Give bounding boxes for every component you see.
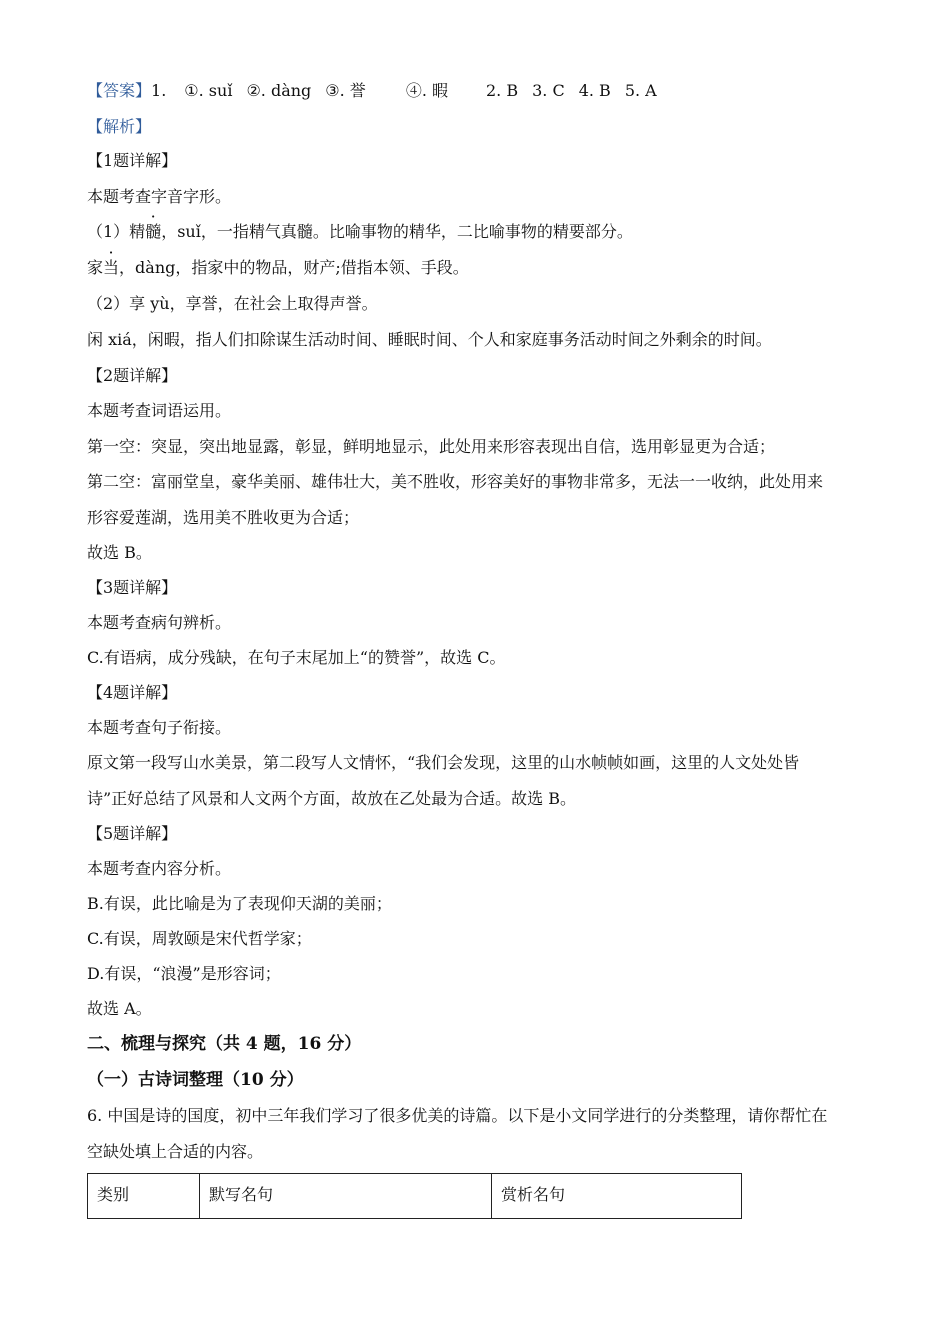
answer-q1-item-2: ②. dàng (246, 81, 312, 100)
q5-line-1: B.有误，此比喻是为了表现仰天湖的美丽； (87, 894, 392, 913)
answer-q3: 3. C (532, 81, 565, 100)
q5-line-2: C.有误，周敦颐是宋代哲学家； (87, 929, 312, 948)
q1-line-4: 闲 xiá，闲暇，指人们扣除谋生活动时间、睡眠时间、个人和家庭事务活动时间之外剩余的时间。 (87, 330, 772, 349)
q4-line-1b: 诗”正好总结了风景和人文两个方面，故放在乙处最为合适。故选 B。 (87, 789, 577, 808)
q1-line-2-dotted-char: 当 (103, 258, 120, 277)
q2-conclusion: 故选 B。 (87, 543, 152, 562)
q1-line-1-dotted-char: 髓 (145, 222, 162, 241)
q2-heading: 【2题详解】 (87, 366, 178, 385)
q6-line-b: 空缺处填上合适的内容。 (87, 1142, 264, 1161)
answer-q2: 2. B (486, 81, 519, 100)
answer-q1-item-4: ④. 暇 (405, 81, 448, 100)
q2-intro: 本题考查词语运用。 (87, 401, 232, 420)
section2-title: 二、梳理与探究（共 4 题，16 分） (87, 1034, 362, 1054)
q5-heading: 【5题详解】 (87, 824, 178, 843)
table-header-appreciation: 赏析名句 (492, 1174, 742, 1219)
q1-line-1-pre: （1）精 (87, 222, 146, 241)
q2-line-2a: 第二空：富丽堂皇，豪华美丽、雄伟壮大，美不胜收，形容美好的事物非常多，无法一一收纳，此处用来 (87, 472, 824, 491)
table-header-dictation: 默写名句 (200, 1174, 492, 1219)
answer-q5: 5. A (624, 81, 657, 100)
q2-line-1: 第一空：突显，突出地显露，彰显，鲜明地显示，此处用来形容表现出自信，选用彰显更为合适； (87, 437, 776, 456)
q5-line-3: D.有误，“浪漫”是形容词； (87, 964, 281, 983)
q1-intro: 本题考查字音字形。 (87, 187, 232, 206)
table-header-category: 类别 (88, 1174, 200, 1219)
q3-line-1: C.有语病，成分残缺，在句子末尾加上“的赞誉”，故选 C。 (87, 648, 506, 667)
section2-subtitle: （一）古诗词整理（10 分） (87, 1070, 304, 1090)
answer-line (87, 80, 657, 102)
answer-label: 【答案】 (87, 81, 152, 100)
q4-heading: 【4题详解】 (87, 683, 178, 702)
q1-line-2 (87, 257, 469, 279)
answer-q1-num: 1. (151, 81, 167, 100)
q5-conclusion: 故选 A。 (87, 999, 152, 1018)
q2-line-2b: 形容爱莲湖，选用美不胜收更为合适； (87, 508, 360, 527)
q5-intro: 本题考查内容分析。 (87, 859, 232, 878)
q1-line-1-post: ，suǐ，一指精气真髓。比喻事物的精华，二比喻事物的精要部分。 (161, 222, 633, 241)
table-header-row (88, 1174, 742, 1219)
q1-line-3: （2）享 yù，享誉，在社会上取得声誉。 (87, 294, 378, 313)
q1-line-1 (87, 221, 633, 243)
q1-line-2-post: ，dàng，指家中的物品，财产;借指本领、手段。 (119, 258, 469, 277)
q1-line-2-pre: 家 (87, 258, 104, 277)
category-table (87, 1173, 742, 1219)
analysis-label: 【解析】 (87, 117, 152, 136)
answer-q1-item-1: ①. suǐ (184, 81, 233, 100)
q4-line-1a: 原文第一段写山水美景，第二段写人文情怀，“我们会发现，这里的山水帧帧如画，这里的人文处处皆 (87, 753, 800, 772)
answer-q4: 4. B (578, 81, 611, 100)
q3-heading: 【3题详解】 (87, 578, 178, 597)
q6-line-a: 6. 中国是诗的国度，初中三年我们学习了很多优美的诗篇。以下是小文同学进行的分类整理，请你帮忙在 (87, 1106, 828, 1125)
answer-q1-item-3: ③. 誉 (325, 81, 366, 100)
q1-heading: 【1题详解】 (87, 151, 178, 170)
q3-intro: 本题考查病句辨析。 (87, 613, 232, 632)
q4-intro: 本题考查句子衔接。 (87, 718, 232, 737)
